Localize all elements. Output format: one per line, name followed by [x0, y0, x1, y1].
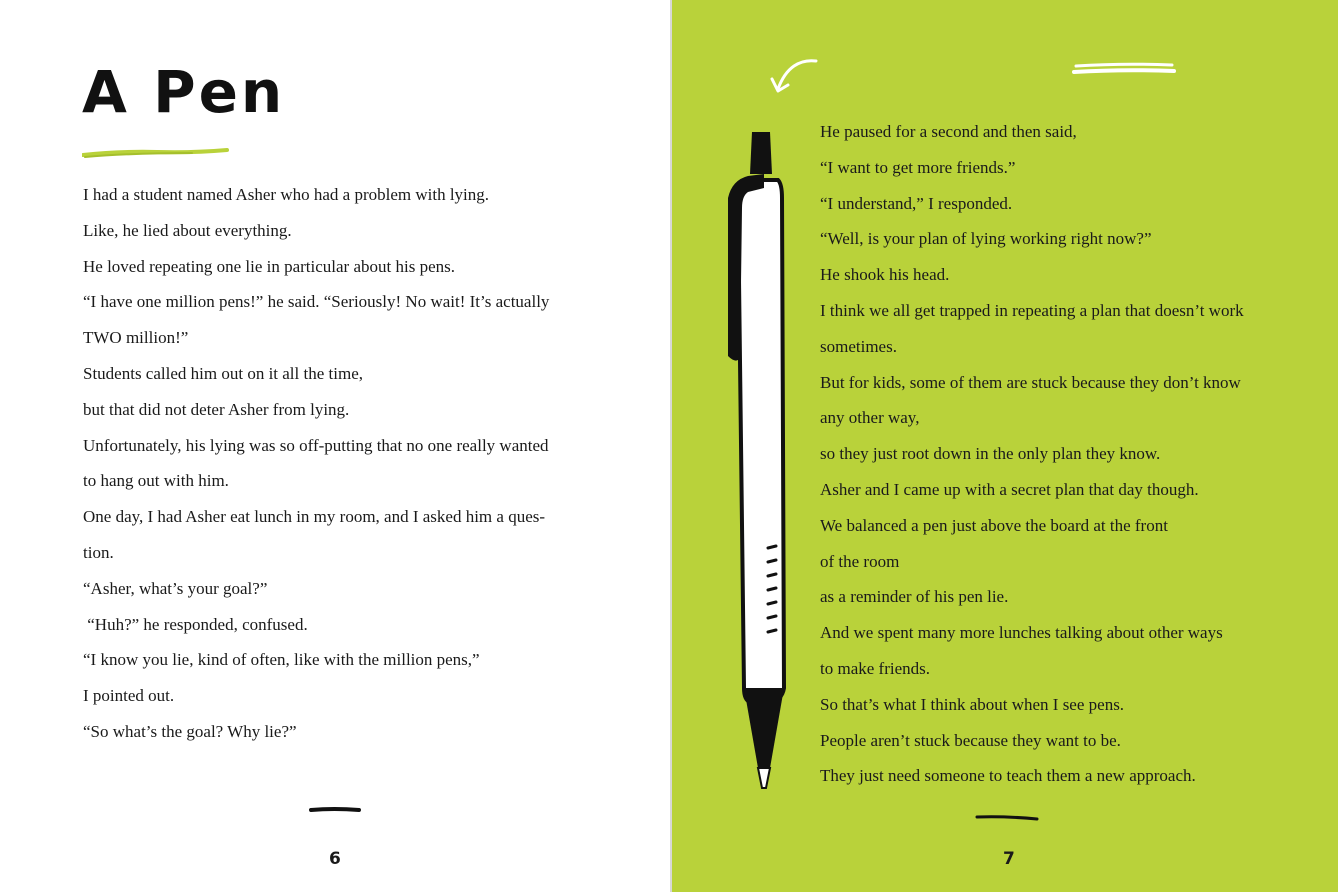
right-page — [672, 0, 1338, 892]
page-title: A Pen — [82, 58, 286, 126]
page-number-right: 7 — [1003, 849, 1015, 869]
text-line: “So what’s the goal? Why lie?” — [83, 721, 297, 741]
text-line: One day, I had Asher eat lunch in my room, and I asked him a ques- — [83, 507, 546, 527]
text-line: So that’s what I think about when I see pens. — [820, 694, 1125, 714]
text-line: But for kids, some of them are stuck because they don’t know — [820, 372, 1241, 392]
text-line: tion. — [83, 542, 114, 562]
text-line: “I understand,” I responded. — [820, 193, 1013, 213]
text-line: Like, he lied about everything. — [83, 220, 292, 240]
decorative-stroke-top — [1072, 60, 1176, 80]
text-line: Asher and I came up with a secret plan that day though. — [820, 479, 1199, 499]
text-line: And we spent many more lunches talking about other ways — [820, 623, 1223, 643]
text-line: as a reminder of his pen lie. — [820, 587, 1009, 607]
page-number-stroke — [975, 813, 1039, 823]
text-line: People aren’t stuck because they want to be. — [820, 730, 1121, 750]
page-number-stroke — [309, 805, 361, 815]
text-line: I think we all get trapped in repeating a plan that doesn’t work — [820, 300, 1244, 320]
text-line: so they just root down in the only plan they know. — [820, 444, 1161, 464]
text-line: We balanced a pen just above the board at the front — [820, 515, 1168, 535]
text-line: “I want to get more friends.” — [820, 157, 1016, 177]
page-number-left: 6 — [329, 849, 341, 869]
text-line: He shook his head. — [820, 265, 950, 285]
left-body-text — [83, 177, 549, 750]
text-line: “I have one million pens!” he said. “Seriously! No wait! It’s actually — [83, 292, 550, 312]
text-line: “Huh?” he responded, confused. — [83, 614, 308, 634]
text-line: They just need someone to teach them a new approach. — [820, 766, 1196, 786]
text-line: Unfortunately, his lying was so off-putting that no one really wanted — [83, 435, 549, 455]
right-body-text — [820, 114, 1244, 794]
text-line: “Asher, what’s your goal?” — [83, 578, 268, 598]
text-line: “Well, is your plan of lying working right now?” — [820, 229, 1152, 249]
text-line: to make friends. — [820, 658, 930, 678]
text-line: of the room — [820, 551, 900, 571]
text-line: I had a student named Asher who had a problem with lying. — [83, 185, 490, 204]
text-line: any other way, — [820, 408, 920, 428]
text-line: I pointed out. — [83, 686, 175, 706]
text-line: He paused for a second and then said, — [820, 122, 1077, 141]
text-line: “I know you lie, kind of often, like with the million pens,” — [83, 650, 480, 670]
text-line: TWO million!” — [83, 328, 189, 348]
title-underline — [82, 147, 232, 161]
text-line: but that did not deter Asher from lying. — [83, 399, 350, 419]
text-line: Students called him out on it all the time, — [83, 363, 363, 383]
pen-illustration — [724, 128, 794, 793]
text-line: to hang out with him. — [83, 471, 229, 491]
curved-arrow-icon — [770, 55, 820, 99]
text-line: He loved repeating one lie in particular about his pens. — [83, 256, 455, 276]
text-line: sometimes. — [820, 336, 897, 356]
